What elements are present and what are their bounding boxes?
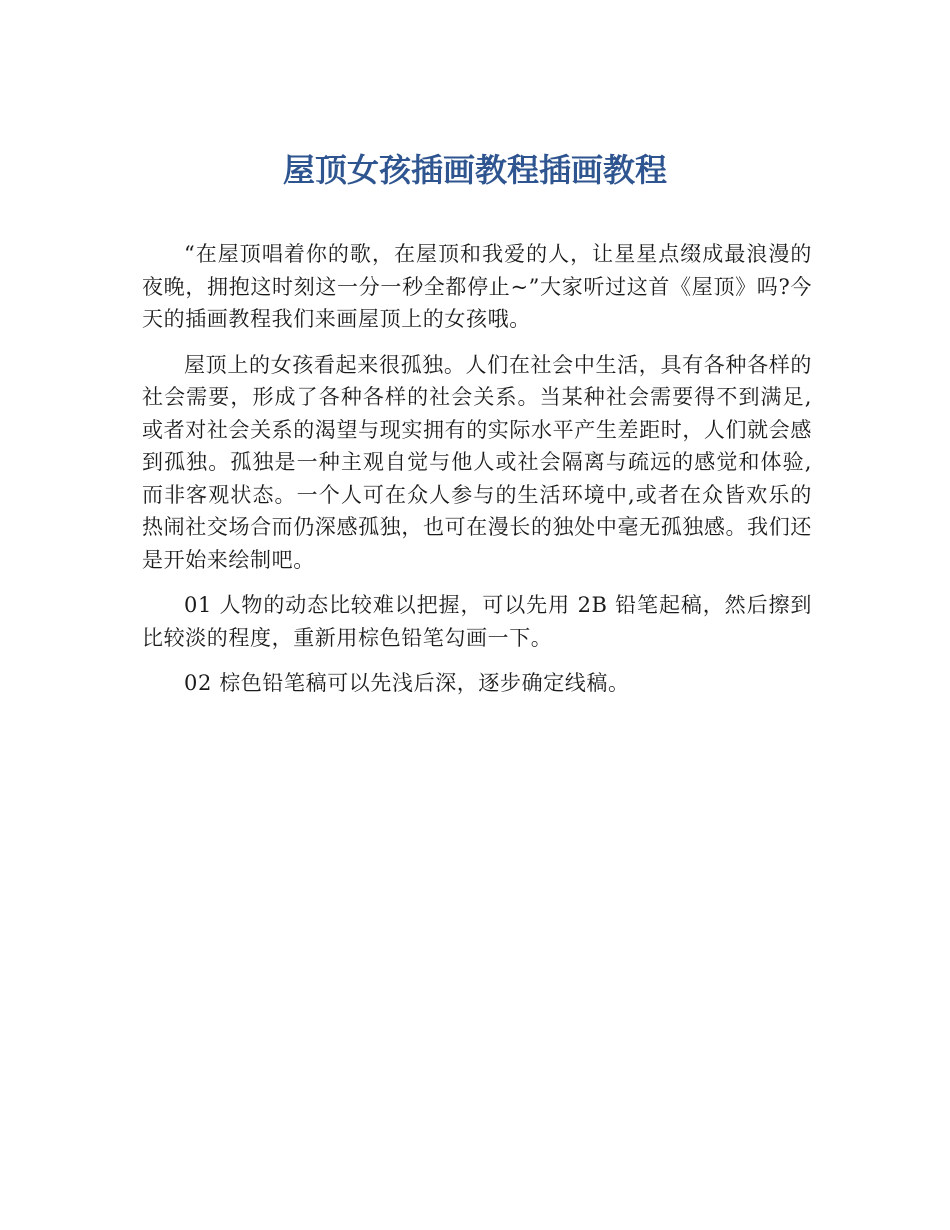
paragraph-intro: “在屋顶唱着你的歌，在屋顶和我爱的人，让星星点缀成最浪漫的夜晚，拥抱这时刻这一分一秒全都停止~”大家听过这首《屋顶》吗?今天的插画教程我们来画屋顶上的女孩哦。 bbox=[142, 242, 812, 331]
paragraph-step-01: 01 人物的动态比较难以把握，可以先用 2B 铅笔起稿，然后擦到比较淡的程度，重新用棕色铅笔勾画一下。 bbox=[142, 593, 812, 650]
paragraph-loneliness: 屋顶上的女孩看起来很孤独。人们在社会中生活，具有各种各样的社会需要，形成了各种各样的社会关系。当某种社会需要得不到满足,或者对社会关系的渴望与现实拥有的实际水平产生差距时，人们就会感到孤独。孤独是一种主观自觉与他人或社会隔离与疏远的感觉和体验,而非客观状态。一个人可在众人参与的生活环境中,或者在众皆欢乐的热闹社交场合而仍深感孤独，也可在漫长的独处中毫无孤独感。我们还是开始来绘制吧。 bbox=[142, 352, 812, 572]
paragraph-step-02: 02 棕色铅笔稿可以先浅后深，逐步确定线稿。 bbox=[184, 671, 630, 695]
document-body bbox=[142, 238, 812, 713]
document-title: 屋顶女孩插画教程插画教程 bbox=[282, 151, 667, 189]
